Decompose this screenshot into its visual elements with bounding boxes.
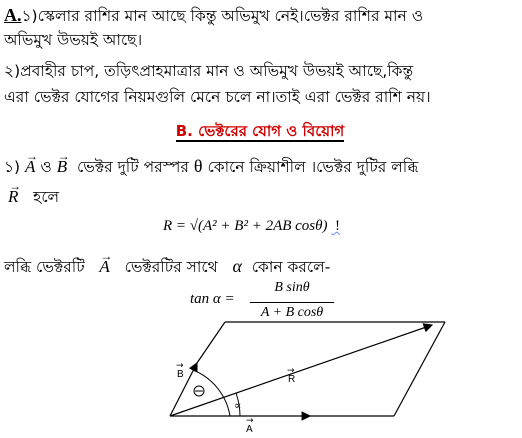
- label-r: R: [288, 374, 296, 385]
- line-1-text: ১)স্কেলার রাশির মান আছে কিন্তু অভিমুখ নেই।ভেক্টর রাশির মান ও: [21, 7, 424, 25]
- line-7-end: হলে: [33, 188, 60, 206]
- line-9-end: কোন করলে-: [251, 258, 331, 276]
- label-r-arrow: →: [287, 366, 295, 376]
- section-header-text: B. ভেক্টরের যোগ ও বিয়োগ: [175, 122, 345, 140]
- conj-and: ও: [40, 158, 52, 176]
- line-6-end: কোনে ক্রিয়াশীল ।ভেক্টর দুটির লব্ধি: [207, 158, 419, 176]
- line-4: এরা ভেক্টর যোগের নিয়মগুলি মেনে চলে না।তাই এরা ভেক্টর রাশি নয়।: [4, 88, 431, 106]
- marker-a: A.: [4, 5, 22, 25]
- vector-a-2: → A: [99, 256, 109, 278]
- resultant-formula-text: R = √(A² + B² + 2AB cosθ): [163, 218, 328, 234]
- line-2: অভিমুখ উভয়ই আছে।: [4, 31, 143, 49]
- line-3: ২)প্রবাহীর চাপ, তড়িৎপ্রাহমাত্রার মান ও অভিমুখ উভয়ই আছে,কিন্তু: [4, 62, 414, 80]
- theta-arc: [193, 370, 230, 416]
- vector-b: → B: [57, 156, 67, 178]
- item-number: ১): [4, 158, 21, 176]
- label-b-arrow: →: [176, 361, 184, 371]
- line-9-mid: ভেক্টরটির সাথে: [124, 258, 218, 276]
- label-a-arrow: →: [246, 416, 254, 426]
- label-alpha: ∝: [234, 399, 242, 412]
- label-a: A: [246, 424, 253, 435]
- label-b: B: [177, 369, 184, 380]
- alpha-symbol: α: [232, 256, 242, 276]
- vector-r: → R: [8, 186, 18, 208]
- cursor-mark: !: [331, 218, 341, 234]
- theta-symbol: θ: [193, 156, 203, 176]
- resultant-diagonal: [170, 325, 432, 416]
- tan-lhs: tan α =: [190, 291, 235, 307]
- line-6-mid: ভেক্টর দুটি পরস্পর: [76, 158, 189, 176]
- line-9-prefix: লব্ধি ভেক্টরটি: [4, 258, 85, 276]
- side-b-rest: [197, 322, 225, 363]
- tan-numerator: B sinθ: [274, 280, 310, 295]
- tan-denominator: A + B cosθ: [260, 305, 324, 320]
- vector-a: → A: [25, 156, 35, 178]
